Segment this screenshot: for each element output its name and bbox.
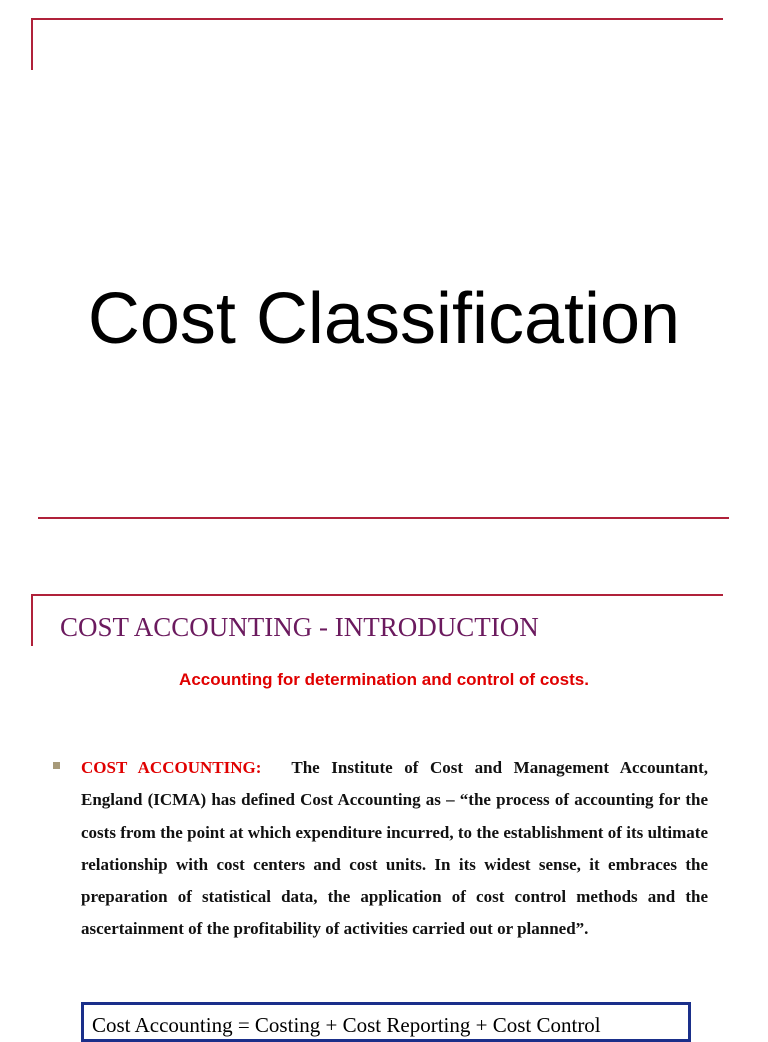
section-subtitle: Accounting for determination and control of costs. [179, 670, 589, 689]
left-rule [31, 594, 33, 646]
left-rule [31, 18, 33, 70]
bullet-icon [53, 762, 60, 769]
content-slide [0, 560, 768, 1037]
slide-title: Cost Classification [87, 279, 681, 359]
bottom-rule [38, 517, 729, 519]
top-rule [32, 594, 723, 596]
formula-box: Cost Accounting = Costing + Cost Reporting + Cost Control [81, 1002, 691, 1042]
definition-paragraph [81, 752, 708, 946]
definition-label: COST ACCOUNTING: [81, 758, 262, 777]
top-rule [32, 18, 723, 20]
definition-text: The Institute of Cost and Management Accountant, England (ICMA) has defined Cost Accounting as – “the process of accounting for the costs from the point at which expenditure incurred, to the establishment of its ultimate relationship with cost centers and cost units. In its widest sense, it embraces the preparation of statistical data, the application of cost control methods and the ascertainment of the profitability of activities carried out or planned”. [81, 758, 708, 939]
section-heading: COST ACCOUNTING - INTRODUCTION [60, 612, 539, 642]
